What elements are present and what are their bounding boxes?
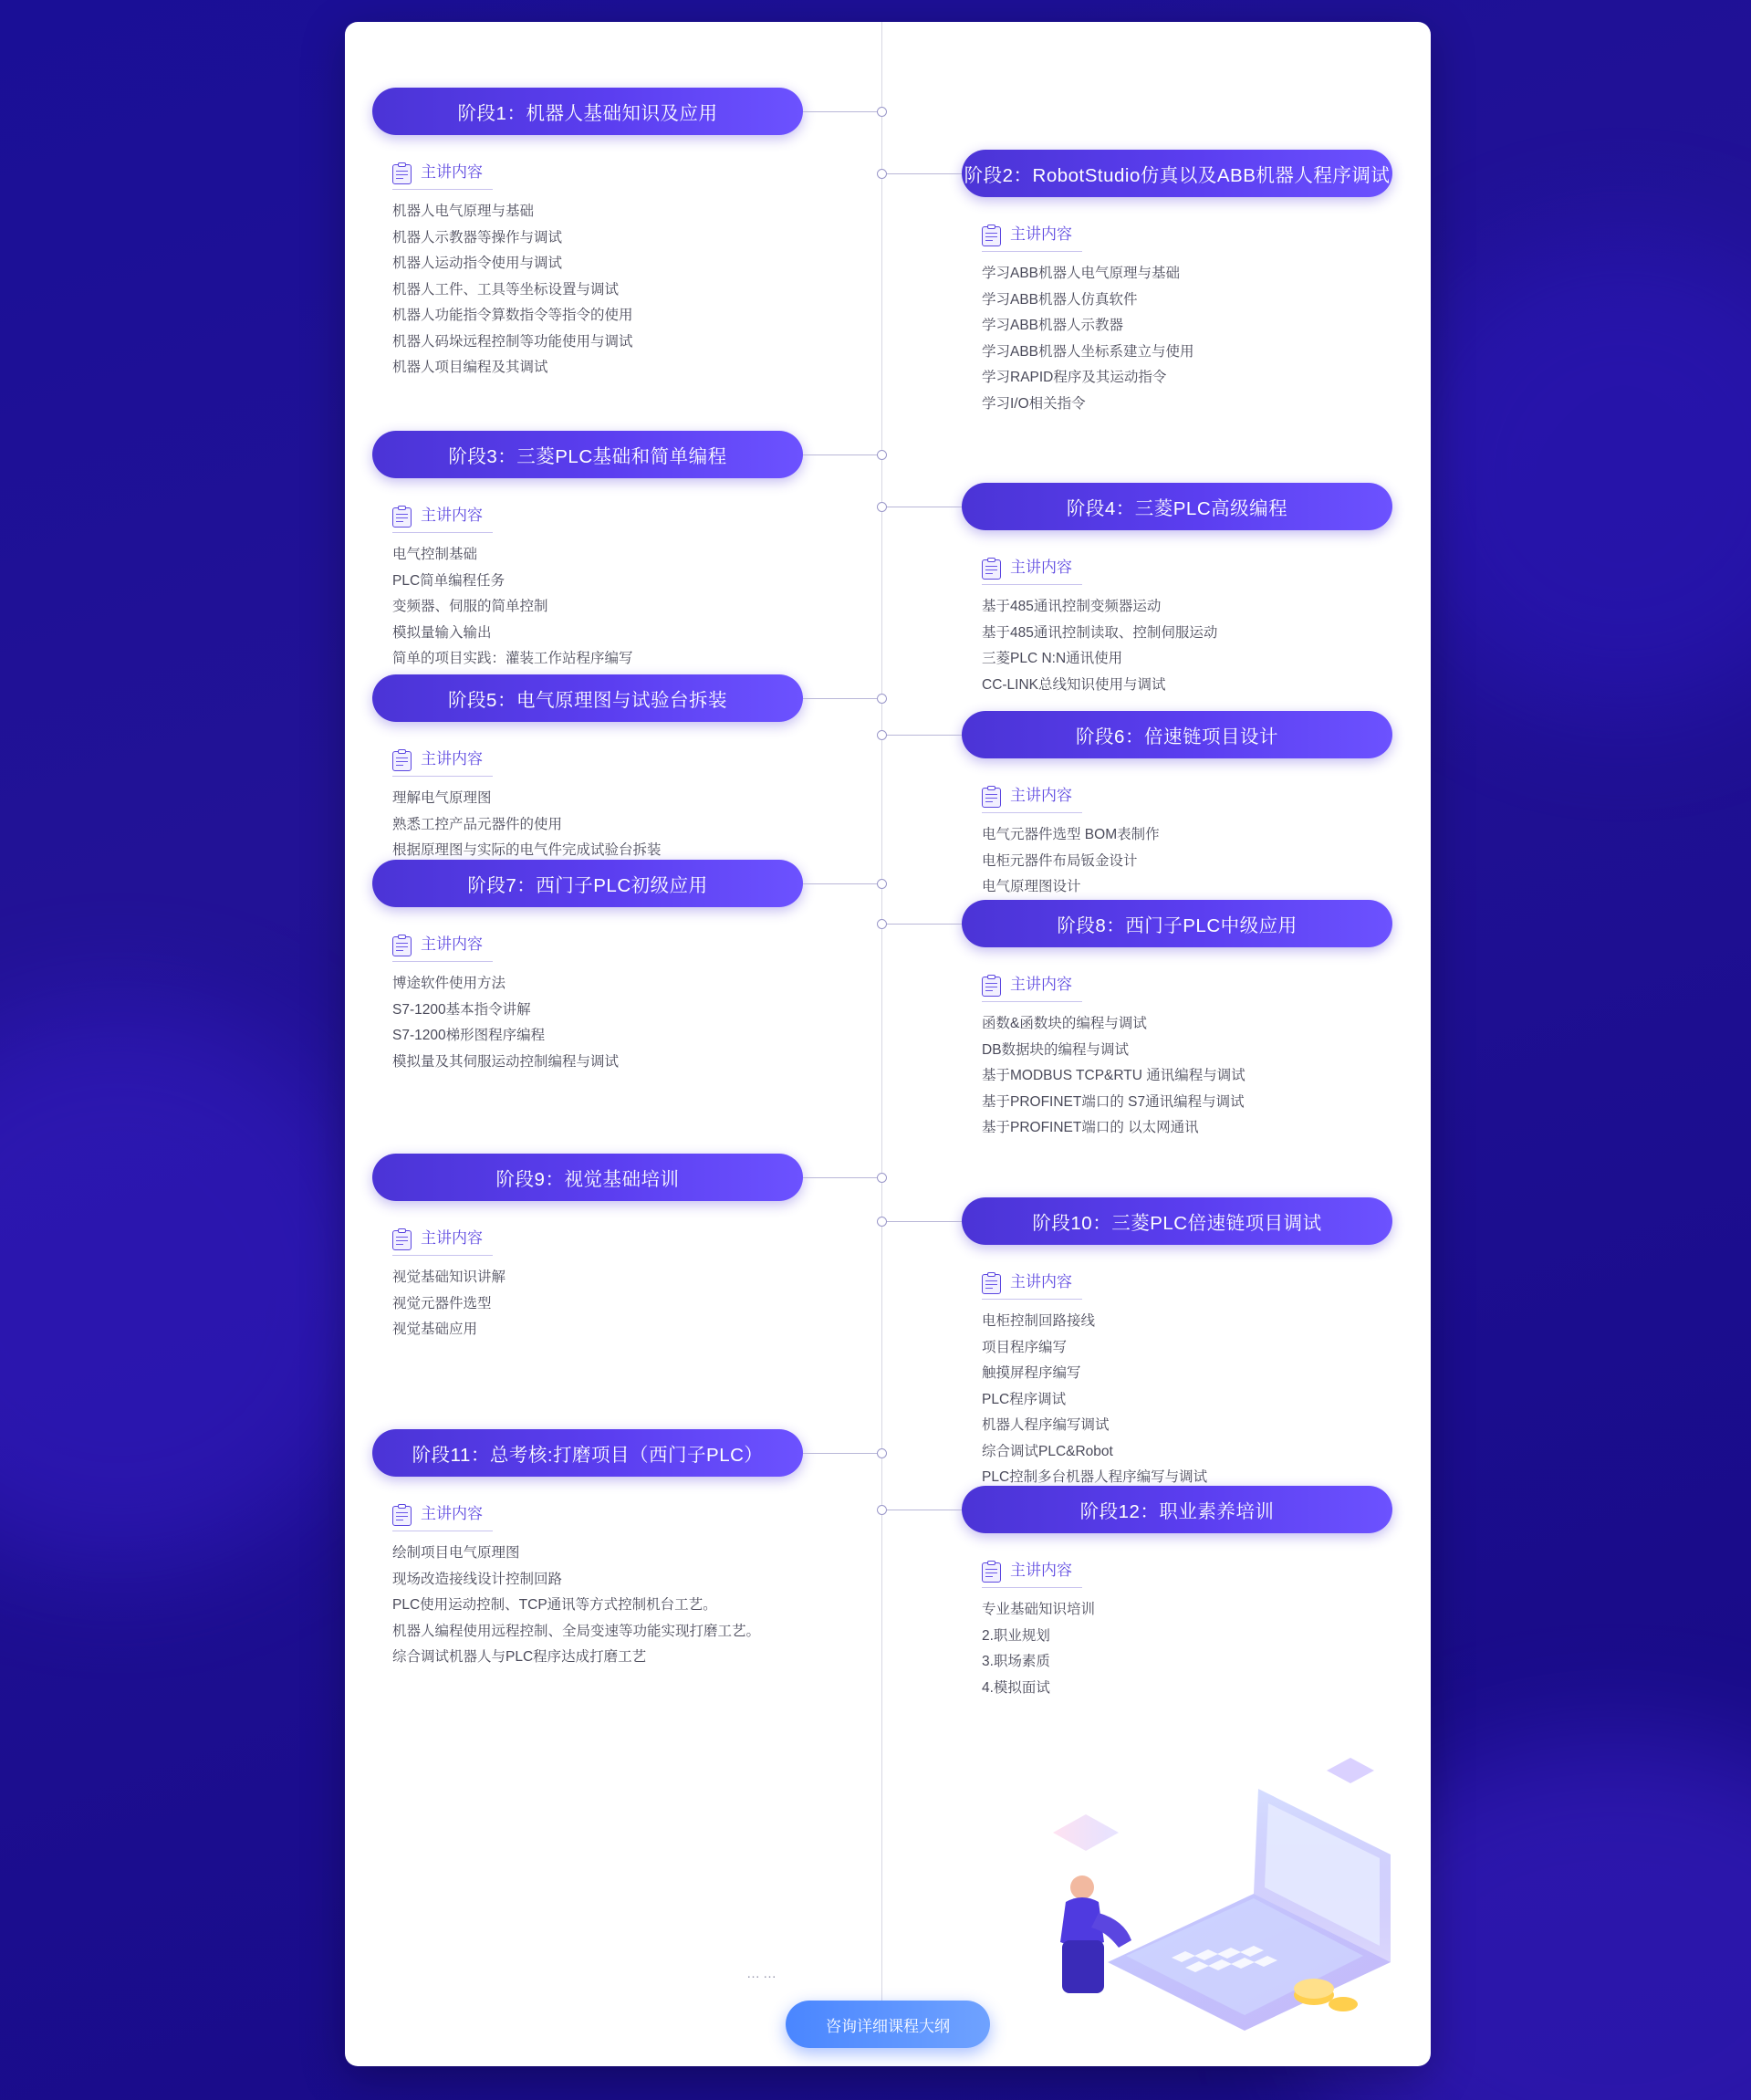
list-item: PLC程序调试 [982, 1391, 1067, 1407]
content-label-8: 主讲内容 [1010, 976, 1072, 993]
stage-item-list-10 [982, 1309, 1392, 1491]
illustration-workspace [1026, 1734, 1409, 2035]
clipboard-icon [392, 749, 412, 771]
list-item: 基于MODBUS TCP&RTU 通讯编程与调试 [982, 1068, 1246, 1083]
list-item: 学习ABB机器人坐标系建立与使用 [982, 343, 1194, 360]
stage-title-pill-2[interactable]: 阶段2：RobotStudio仿真以及ABB机器人程序调试 [962, 150, 1392, 197]
content-label-1: 主讲内容 [421, 163, 483, 181]
list-item: 4.模拟面试 [982, 1679, 1050, 1696]
clipboard-icon [982, 975, 1001, 997]
list-item: PLC简单编程任务 [392, 572, 505, 589]
stage-connector-6 [881, 735, 962, 736]
list-item: 基于485通讯控制变频器运动 [982, 599, 1162, 614]
list-item: 机器人电气原理与基础 [392, 204, 535, 219]
list-item: 机器人码垛远程控制等功能使用与调试 [392, 333, 633, 350]
stage-connector-10 [881, 1221, 962, 1222]
list-item: 理解电气原理图 [392, 790, 492, 806]
list-item: 机器人编程使用远程控制、全局变速等功能实现打磨工艺。 [392, 1623, 761, 1639]
content-header-8 [982, 971, 1392, 999]
content-label-underline-1 [392, 189, 493, 190]
content-label-underline-8 [982, 1001, 1082, 1002]
stage-block-1 [372, 88, 803, 381]
stage-block-12 [962, 1486, 1392, 1701]
content-label-7: 主讲内容 [421, 935, 483, 953]
content-header-7 [392, 931, 803, 959]
content-label-underline-4 [982, 584, 1082, 585]
stage-item-list-11 [392, 1541, 803, 1671]
list-item: 函数&函数块的编程与调试 [982, 1016, 1147, 1031]
list-item: 机器人工件、工具等坐标设置与调试 [392, 281, 620, 298]
stage-connector-7 [803, 883, 881, 884]
stage-connector-9 [803, 1177, 881, 1178]
list-item: 基于485通讯控制读取、控制伺服运动 [982, 624, 1218, 641]
timeline-node-5 [877, 694, 887, 704]
clipboard-icon [392, 162, 412, 184]
content-label-underline-7 [392, 961, 493, 962]
stage-connector-3 [803, 454, 881, 455]
stage-title-pill-4[interactable]: 阶段4：三菱PLC高级编程 [962, 483, 1392, 530]
content-label-underline-12 [982, 1587, 1082, 1588]
clipboard-icon [392, 1504, 412, 1526]
stage-title-pill-10[interactable]: 阶段10：三菱PLC倍速链项目调试 [962, 1197, 1392, 1245]
content-header-2 [982, 221, 1392, 249]
content-header-1 [392, 159, 803, 187]
list-item: DB数据块的编程与调试 [982, 1041, 1130, 1058]
stage-item-list-5 [392, 786, 803, 864]
list-item: 变频器、伺服的简单控制 [392, 599, 548, 614]
list-item: 学习ABB机器人仿真软件 [982, 291, 1138, 308]
curriculum-card [345, 22, 1431, 2066]
clipboard-icon [982, 225, 1001, 246]
list-item: 现场改造接线设计控制回路 [392, 1571, 563, 1587]
timeline-node-10 [877, 1217, 887, 1227]
content-label-9: 主讲内容 [421, 1229, 483, 1247]
stage-item-list-2 [982, 261, 1392, 417]
list-item: 熟悉工控产品元器件的使用 [392, 816, 563, 832]
list-item: 电气元器件选型 BOM表制作 [982, 827, 1160, 842]
timeline-node-2 [877, 169, 887, 179]
list-item: 简单的项目实践：灌装工作站程序编写 [392, 651, 633, 666]
content-header-3 [392, 502, 803, 530]
content-label-4: 主讲内容 [1010, 559, 1072, 576]
list-item: 机器人项目编程及其调试 [392, 360, 548, 375]
stage-title-pill-11[interactable]: 阶段11：总考核:打磨项目（西门子PLC） [372, 1429, 803, 1477]
list-item: 模拟量及其伺服运动控制编程与调试 [392, 1053, 620, 1070]
list-item: 学习RAPID程序及其运动指令 [982, 370, 1167, 385]
list-item: 电气原理图设计 [982, 879, 1081, 894]
clipboard-icon [982, 558, 1001, 580]
stage-block-9 [372, 1154, 803, 1343]
stage-block-10 [962, 1197, 1392, 1491]
stage-block-7 [372, 860, 803, 1075]
stage-title-pill-6[interactable]: 阶段6：倍速链项目设计 [962, 711, 1392, 758]
stage-block-8 [962, 900, 1392, 1142]
list-item: 视觉元器件选型 [392, 1295, 492, 1311]
list-item: 基于PROFINET端口的 以太网通讯 [982, 1120, 1199, 1135]
list-item: S7-1200梯形图程序编程 [392, 1028, 546, 1043]
content-label-11: 主讲内容 [421, 1505, 483, 1522]
stage-block-3 [372, 431, 803, 673]
clipboard-icon [392, 1228, 412, 1250]
stage-title-pill-12[interactable]: 阶段12：职业素养培训 [962, 1486, 1392, 1533]
list-item: 3.职场素质 [982, 1654, 1050, 1669]
ellipsis-text: …… [746, 1966, 779, 1981]
content-header-4 [982, 554, 1392, 582]
timeline-node-8 [877, 919, 887, 929]
content-label-2: 主讲内容 [1010, 225, 1072, 243]
background-glow-left [0, 1004, 401, 1570]
list-item: 视觉基础应用 [392, 1322, 478, 1337]
list-item: 电气控制基础 [392, 547, 478, 562]
timeline-axis [881, 22, 882, 2022]
list-item: 机器人示教器等操作与调试 [392, 229, 563, 246]
stage-title-pill-1[interactable]: 阶段1：机器人基础知识及应用 [372, 88, 803, 135]
list-item: 学习I/O相关指令 [982, 395, 1086, 412]
timeline-node-9 [877, 1173, 887, 1183]
stage-connector-2 [881, 173, 962, 174]
clipboard-icon [982, 1272, 1001, 1294]
list-item: 2.职业规划 [982, 1627, 1050, 1644]
content-header-10 [982, 1269, 1392, 1297]
list-item: 机器人程序编写调试 [982, 1417, 1110, 1433]
list-item: 专业基础知识培训 [982, 1602, 1096, 1617]
timeline-node-11 [877, 1448, 887, 1458]
content-header-9 [392, 1225, 803, 1253]
timeline-node-3 [877, 450, 887, 460]
stage-block-6 [962, 711, 1392, 901]
stage-title-pill-8[interactable]: 阶段8：西门子PLC中级应用 [962, 900, 1392, 947]
stage-connector-1 [803, 111, 881, 112]
stage-title-pill-9[interactable]: 阶段9：视觉基础培训 [372, 1154, 803, 1201]
list-item: S7-1200基本指令讲解 [392, 1001, 531, 1018]
content-label-10: 主讲内容 [1010, 1273, 1072, 1290]
content-label-12: 主讲内容 [1010, 1562, 1072, 1579]
content-label-underline-3 [392, 532, 493, 533]
list-item: 触摸屏程序编写 [982, 1365, 1081, 1381]
stage-item-list-8 [982, 1011, 1392, 1142]
cta-button[interactable]: 咨询详细课程大纲 [786, 2001, 990, 2048]
stage-connector-5 [803, 698, 881, 699]
stage-connector-11 [803, 1453, 881, 1454]
stage-item-list-3 [392, 542, 803, 673]
list-item: 机器人功能指令算数指令等指令的使用 [392, 308, 633, 323]
background-glow-right [1386, 237, 1751, 712]
stage-item-list-4 [982, 594, 1392, 698]
stage-item-list-9 [392, 1265, 803, 1343]
list-item: 模拟量输入输出 [392, 624, 492, 641]
stage-title-pill-5[interactable]: 阶段5：电气原理图与试验台拆装 [372, 674, 803, 722]
content-label-underline-9 [392, 1255, 493, 1256]
list-item: 博途软件使用方法 [392, 976, 506, 991]
content-label-5: 主讲内容 [421, 750, 483, 768]
list-item: PLC使用运动控制、TCP通讯等方式控制机台工艺。 [392, 1597, 717, 1613]
content-label-6: 主讲内容 [1010, 787, 1072, 804]
content-header-11 [392, 1500, 803, 1529]
clipboard-icon [982, 786, 1001, 808]
list-item: 基于PROFINET端口的 S7通讯编程与调试 [982, 1093, 1245, 1110]
list-item: 根据原理图与实际的电气件完成试验台拆装 [392, 842, 662, 858]
list-item: 电柜元器件布局钣金设计 [982, 852, 1138, 869]
list-item: PLC控制多台机器人程序编写与调试 [982, 1469, 1208, 1485]
stage-block-4 [962, 483, 1392, 698]
clipboard-icon [392, 935, 412, 956]
stage-block-2 [962, 150, 1392, 417]
list-item: 电柜控制回路接线 [982, 1313, 1096, 1329]
list-item: 项目程序编写 [982, 1339, 1068, 1355]
stage-item-list-7 [392, 971, 803, 1075]
stage-item-list-6 [982, 822, 1392, 901]
stage-title-pill-7[interactable]: 阶段7：西门子PLC初级应用 [372, 860, 803, 907]
content-label-underline-6 [982, 812, 1082, 813]
list-item: 综合调试机器人与PLC程序达成打磨工艺 [392, 1649, 647, 1665]
list-item: 三菱PLC N:N通讯使用 [982, 651, 1123, 666]
list-item: 绘制项目电气原理图 [392, 1545, 520, 1561]
timeline-node-4 [877, 502, 887, 512]
list-item: 综合调试PLC&Robot [982, 1443, 1113, 1459]
content-label-underline-10 [982, 1299, 1082, 1300]
list-item: 学习ABB机器人示教器 [982, 318, 1124, 333]
timeline-node-7 [877, 879, 887, 889]
clipboard-icon [982, 1561, 1001, 1583]
content-label-underline-5 [392, 776, 493, 777]
stage-item-list-12 [982, 1597, 1392, 1701]
content-header-6 [982, 782, 1392, 810]
timeline-node-1 [877, 107, 887, 117]
content-label-underline-2 [982, 251, 1082, 252]
stage-title-pill-3[interactable]: 阶段3：三菱PLC基础和简单编程 [372, 431, 803, 478]
list-item: CC-LINK总线知识使用与调试 [982, 676, 1166, 693]
clipboard-icon [392, 506, 412, 528]
stage-item-list-1 [392, 199, 803, 381]
timeline-node-6 [877, 730, 887, 740]
content-label-3: 主讲内容 [421, 507, 483, 524]
content-header-5 [392, 746, 803, 774]
list-item: 学习ABB机器人电气原理与基础 [982, 266, 1181, 281]
stage-block-5 [372, 674, 803, 864]
content-header-12 [982, 1557, 1392, 1585]
list-item: 视觉基础知识讲解 [392, 1269, 506, 1285]
timeline-node-12 [877, 1505, 887, 1515]
stage-connector-8 [881, 924, 962, 925]
list-item: 机器人运动指令使用与调试 [392, 256, 563, 271]
stage-block-11 [372, 1429, 803, 1671]
